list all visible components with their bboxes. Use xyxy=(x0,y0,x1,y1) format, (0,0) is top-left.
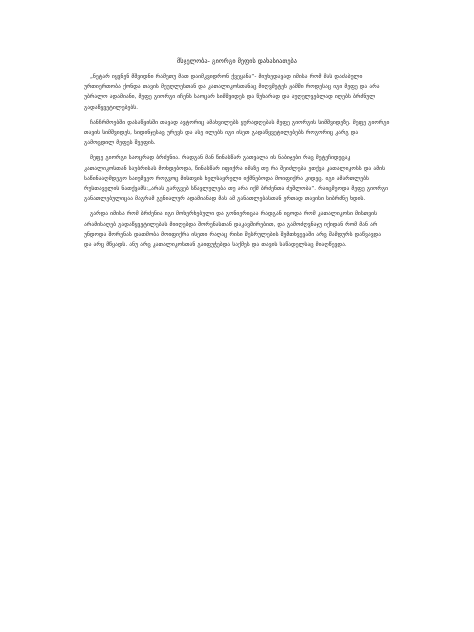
paragraph-3: მეფე გიორგი საოცრად ბრძენია. რადგან მან წინასწარ გათვალა ის ნაბიჯები რაც მეტეჩიდეცაკ კათალიკოსთან საუბრისას მოხდებოდა, წინასწარ იფიქრა იმაზე თუ რა შეიძლება ეთქვა კათალიკოსს და ამის საწინააღმდეგო საიუმვეო როგვოც მისთვის ხელსაყრელი იქმნებოდა მოიფიქრა კიდეც. იგი ამართლებს რუსთაველის ნათქვამს:„არას გარგვებ სწავლულება თუ არა იქმ ბრძენთა ძუშლობა“. რაიცმეოდა მეფე გიორგი განათლებულიცაა მაგრამ გენიალურ ადამიანად მას ამ განათლებასთან ერთად თავისი სიბრძნე ხდის. xyxy=(84,155,389,203)
paragraph-1: „ნეტარ იყვნენ მშვიდნი რამეთუ მათ დაიმკვიდრონ ქვეყანა“- მიუხედავად იმისა რომ მას დაძაბული ურთიერთობა ქონდა თავის მეუღლესთან და კათალიკოსთანაც მიღვმეტეს ჟამში როდესაც იგი მეფე და არა უბრალო ადამიანი, მეფე გიორგი იჩენს საოცარ სიმშვიდეს და წუხარად და აუღელვებლად იღებს ბრძნულ გადაწყვეტილებებს. xyxy=(84,74,380,111)
paragraph-4: გარდა იმისა რომ ბრძენია იგი მოხერხებული და გონიერიცაა რადგან იცოდა რომ კათალიკოსი მისთვის არამისაღებ გადაწყვეტილებას მიიღებდა შორენასთან დაკავშირებით, და გამოძღვნაჯუ იქიდან რომ მან არ უნდოდა შორენას დათმობა მოიფიქრა ისეთი რაღაც რისი შესრულების შემთხვევაში არც შამდურს დაწვავდა და არც მწყადს. ანუ არც კათალიკოსთან გაიფუჭებდა საქმეს და თავის საწადელსაც მიაღწევდა. xyxy=(84,211,382,249)
document-title: მსჯელობა- გიორგი მეფის დახასიათება xyxy=(177,58,297,65)
paragraph-2: ჩანჩრმოებში დასაწყისში თავად ავტორიც ამახვილებს ყურადღებას მეფე გიორგის სიმშვიდეზე. მეფე გიორგი თავის სიმშვიდეს, სიდინჯესაც ურევს და ასე ილებს იგი ისეთ გადაწყვეტილებებს როგორიც კარგ და გამოცდილ მეფეს შეეფის. xyxy=(84,119,390,147)
document-body xyxy=(84,58,390,255)
